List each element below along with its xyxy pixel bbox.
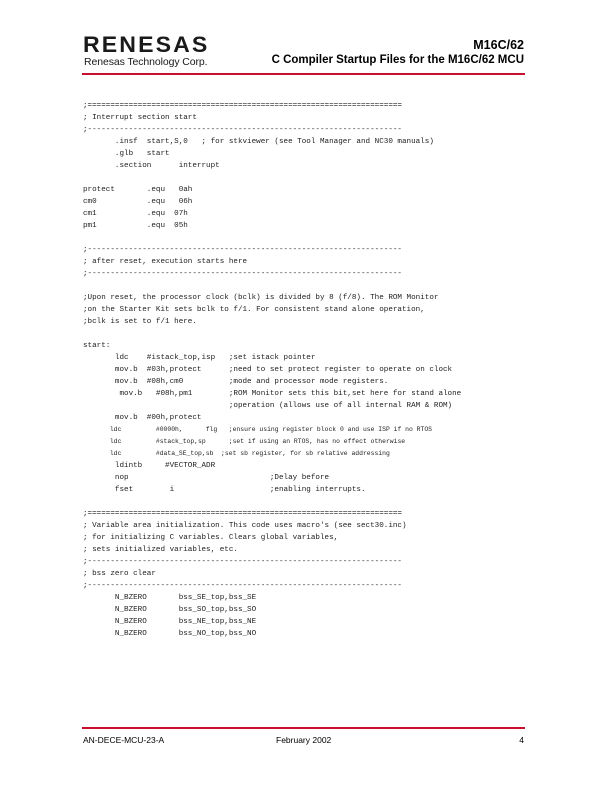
code-line: N_BZERO bss_SE_top,bss_SE	[83, 594, 257, 602]
document-title: C Compiler Startup Files for the M16C/62 MCU	[271, 54, 524, 66]
code-line: mov.b #08h,pm1 ;ROM Monitor sets this bit,set here for stand alone	[83, 390, 462, 398]
code-line: ;operation (allows use of all internal RAM & ROM)	[83, 402, 453, 410]
code-line: mov.b #00h,protect	[83, 414, 202, 422]
code-listing	[83, 100, 523, 640]
code-line: ; Interrupt section start	[83, 114, 197, 122]
code-line	[83, 328, 523, 340]
product-model: M16C/62	[473, 38, 524, 52]
company-name: Renesas Technology Corp.	[84, 56, 208, 68]
code-line: start:	[83, 342, 111, 350]
code-line: .insf start,S,0 ; for stkviewer (see Tool Manager and NC30 manuals)	[83, 138, 434, 146]
code-line: N_BZERO bss_NO_top,bss_NO	[83, 630, 257, 638]
code-line: ; bss zero clear	[83, 570, 156, 578]
code-line: ;Upon reset, the processor clock (bclk) is divided by 8 (f/8). The ROM Monitor	[83, 294, 439, 302]
code-line: fset i ;enabling interrupts.	[83, 486, 366, 494]
renesas-logo: RENESAS	[83, 32, 210, 57]
code-line: ; for initializing C variables. Clears global variables,	[83, 534, 339, 542]
code-line: ;bclk is set to f/1 here.	[83, 318, 197, 326]
code-line: ldc #istack_top,isp ;set istack pointer	[83, 354, 316, 362]
code-line	[83, 496, 523, 508]
document-header	[272, 37, 524, 68]
code-line: mov.b #03h,protect ;need to set protect register to operate on clock	[83, 366, 453, 374]
code-line: protect .equ 0ah	[83, 186, 193, 194]
code-line: ; Variable area initialization. This code uses macro's (see sect30.inc)	[83, 522, 407, 530]
code-line: .glb start	[83, 150, 170, 158]
code-line: nop ;Delay before	[83, 474, 330, 482]
code-line: ;=====================================================================	[83, 102, 402, 110]
code-line: ldintb #VECTOR_ADR	[83, 462, 216, 470]
code-line: N_BZERO bss_NE_top,bss_NE	[83, 618, 257, 626]
code-line: ;=====================================================================	[83, 510, 402, 518]
code-line: ldc #0000h, flg ;ensure using register block 0 and use ISP if no RTOS	[83, 426, 432, 433]
code-line: ldc #stack_top,sp ;set if using an RTOS, has no effect otherwise	[83, 438, 406, 445]
page-number: 4	[519, 735, 524, 745]
code-line: ; after reset, execution starts here	[83, 258, 248, 266]
code-line: ;on the Starter Kit sets bclk to f/1. For consistent stand alone operation,	[83, 306, 425, 314]
code-line	[83, 172, 523, 184]
header-rule	[82, 73, 525, 75]
document-id: AN-DECE-MCU-23-A	[83, 735, 165, 745]
code-line: mov.b #08h,cm0 ;mode and processor mode registers.	[83, 378, 389, 386]
code-line: cm1 .equ 07h	[83, 210, 188, 218]
code-line	[83, 280, 523, 292]
code-line: ;---------------------------------------------------------------------	[83, 126, 402, 134]
code-line: .section interrupt	[83, 162, 220, 170]
code-line: ; sets initialized variables, etc.	[83, 546, 238, 554]
code-line: ;---------------------------------------------------------------------	[83, 582, 402, 590]
code-line: N_BZERO bss_SO_top,bss_SO	[83, 606, 257, 614]
code-line: ldc #data_SE_top,sb ;set sb register, for sb relative addressing	[83, 450, 390, 457]
code-line	[83, 232, 523, 244]
footer-rule	[82, 727, 525, 729]
code-line: pm1 .equ 05h	[83, 222, 188, 230]
publication-date: February 2002	[276, 735, 332, 745]
code-line: ;---------------------------------------------------------------------	[83, 246, 402, 254]
code-line: cm0 .equ 06h	[83, 198, 193, 206]
code-line: ;---------------------------------------------------------------------	[83, 558, 402, 566]
code-line: ;---------------------------------------------------------------------	[83, 270, 402, 278]
